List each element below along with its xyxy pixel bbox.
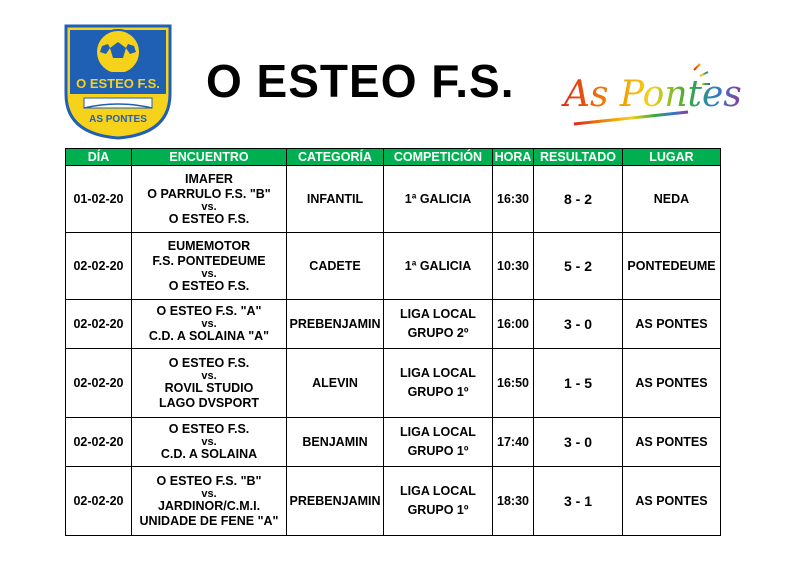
cell-categoria: CADETE — [287, 233, 384, 300]
cell-encuentro — [132, 233, 287, 300]
cell-hora: 18:30 — [493, 467, 534, 536]
encuentro-line: UNIDADE DE FENE "A" — [139, 513, 279, 528]
competicion-line: GRUPO 2º — [407, 326, 469, 340]
table-row — [66, 349, 721, 418]
header-hora: HORA — [493, 149, 534, 166]
cell-lugar: AS PONTES — [623, 467, 721, 536]
cell-encuentro — [132, 300, 287, 349]
cell-dia: 02-02-20 — [66, 467, 132, 536]
encuentro-line: O ESTEO F.S. — [168, 422, 250, 436]
crest-text: O ESTEO F.S. — [76, 76, 160, 91]
encuentro-line: ROVIL STUDIO — [164, 380, 254, 395]
cell-hora: 17:40 — [493, 418, 534, 467]
table-row — [66, 467, 721, 536]
cell-competicion — [384, 418, 493, 467]
cell-dia: 02-02-20 — [66, 233, 132, 300]
encuentro-vs: vs. — [201, 200, 217, 213]
encuentro-line: O ESTEO F.S. — [168, 278, 250, 293]
encuentro-line: C.D. A SOLAINA — [160, 447, 258, 461]
cell-competicion: 1ª GALICIA — [384, 233, 493, 300]
encuentro-vs: vs. — [201, 267, 217, 280]
cell-encuentro — [132, 418, 287, 467]
cell-encuentro — [132, 166, 287, 233]
cell-categoria: PREBENJAMIN — [287, 467, 384, 536]
cell-categoria: PREBENJAMIN — [287, 300, 384, 349]
cell-resultado: 5 - 2 — [534, 233, 623, 300]
table-row — [66, 300, 721, 349]
header-encuentro: ENCUENTRO — [132, 149, 287, 166]
header-competicion: COMPETICIÓN — [384, 149, 493, 166]
encuentro-line: C.D. A SOLAINA "A" — [148, 329, 270, 343]
cell-resultado: 3 - 0 — [534, 418, 623, 467]
encuentro-line: F.S. PONTEDEUME — [152, 253, 266, 268]
cell-competicion — [384, 349, 493, 418]
competicion-line: GRUPO 1º — [407, 503, 469, 517]
header-lugar: LUGAR — [623, 149, 721, 166]
table-row — [66, 418, 721, 467]
cell-resultado: 8 - 2 — [534, 166, 623, 233]
cell-competicion: 1ª GALICIA — [384, 166, 493, 233]
table-row — [66, 166, 721, 233]
cell-encuentro — [132, 349, 287, 418]
encuentro-vs: vs. — [201, 318, 217, 330]
header-resultado: RESULTADO — [534, 149, 623, 166]
encuentro-line: IMAFER — [185, 171, 233, 186]
cell-lugar: PONTEDEUME — [623, 233, 721, 300]
encuentro-line: JARDINOR/C.M.I. — [157, 498, 261, 513]
encuentro-line: O ESTEO F.S. — [168, 355, 250, 370]
cell-encuentro — [132, 467, 287, 536]
cell-hora: 16:00 — [493, 300, 534, 349]
cell-categoria: INFANTIL — [287, 166, 384, 233]
encuentro-vs: vs. — [201, 487, 217, 500]
crest-subtext: AS PONTES — [89, 114, 147, 125]
competicion-line: LIGA LOCAL — [400, 484, 476, 498]
encuentro-line: O ESTEO F.S. — [168, 211, 250, 226]
cell-dia: 02-02-20 — [66, 300, 132, 349]
header-dia: DÍA — [66, 149, 132, 166]
as-pontes-logo — [560, 58, 742, 138]
table-row — [66, 233, 721, 300]
club-crest-logo — [62, 22, 174, 140]
competicion-line: GRUPO 1º — [407, 444, 469, 458]
encuentro-line: EUMEMOTOR — [167, 238, 251, 253]
encuentro-line: LAGO DVSPORT — [158, 395, 259, 410]
cell-hora: 16:50 — [493, 349, 534, 418]
header-categoria: CATEGORÍA — [287, 149, 384, 166]
encuentro-line: O PARRULO F.S. "B" — [147, 186, 271, 201]
cell-dia: 02-02-20 — [66, 418, 132, 467]
cell-competicion — [384, 467, 493, 536]
table-header-row — [66, 149, 721, 166]
town-logo-text: As Pontes — [564, 74, 742, 115]
cell-resultado: 3 - 0 — [534, 300, 623, 349]
competicion-line: LIGA LOCAL — [400, 366, 476, 380]
competicion-line: GRUPO 1º — [407, 385, 469, 399]
page-title: O ESTEO F.S. — [206, 55, 515, 107]
competicion-line: LIGA LOCAL — [400, 307, 476, 321]
cell-dia: 02-02-20 — [66, 349, 132, 418]
encuentro-vs: vs. — [201, 369, 217, 382]
encuentro-vs: vs. — [201, 436, 217, 448]
cell-lugar: AS PONTES — [623, 418, 721, 467]
cell-hora: 10:30 — [493, 233, 534, 300]
cell-dia: 01-02-20 — [66, 166, 132, 233]
cell-categoria: BENJAMIN — [287, 418, 384, 467]
cell-hora: 16:30 — [493, 166, 534, 233]
cell-resultado: 1 - 5 — [534, 349, 623, 418]
cell-categoria: ALEVIN — [287, 349, 384, 418]
cell-lugar: NEDA — [623, 166, 721, 233]
cell-lugar: AS PONTES — [623, 349, 721, 418]
cell-competicion — [384, 300, 493, 349]
match-schedule-table — [65, 148, 721, 536]
encuentro-line: O ESTEO F.S. "A" — [156, 304, 262, 318]
cell-lugar: AS PONTES — [623, 300, 721, 349]
encuentro-line: O ESTEO F.S. "B" — [156, 473, 262, 488]
cell-resultado: 3 - 1 — [534, 467, 623, 536]
competicion-line: LIGA LOCAL — [400, 425, 476, 439]
